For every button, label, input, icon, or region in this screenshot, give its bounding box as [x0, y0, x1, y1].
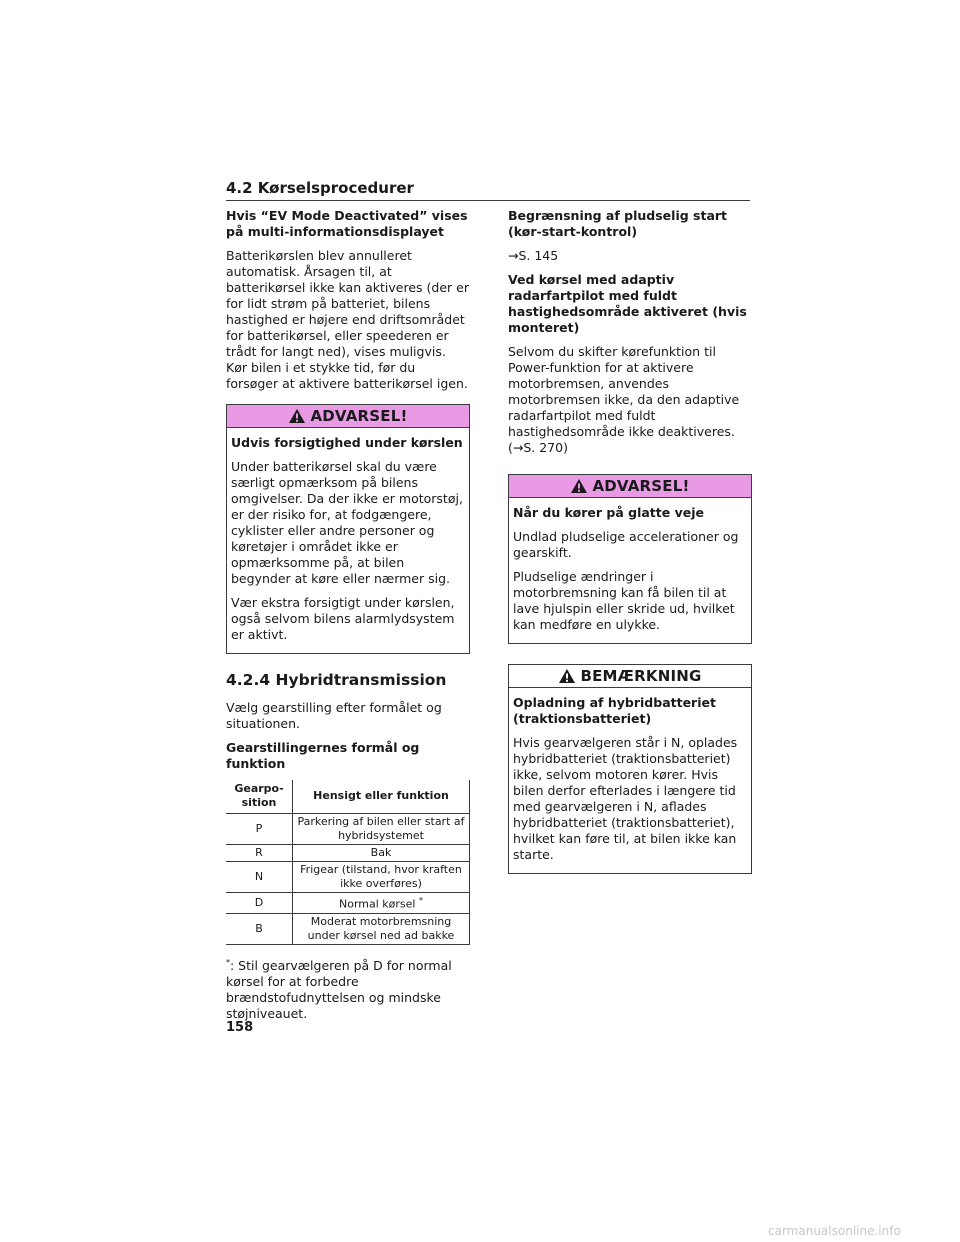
ev-mode-text: Batterikørslen blev annulleret automatisk. Årsagen til, at batterikørsel ikke kan aktiveres (der er for lidt strøm på batteriet, bilens hastighed er højere end driftsområdet for batterikørsel, eller speederen er trådt for langt ned), vises muligvis. Kør bilen i et stykke tid, før du forsøger at aktivere batterikørsel igen.	[226, 248, 469, 391]
function-cell: Frigear (tilstand, hvor kraften ikke overføres)	[293, 862, 470, 893]
warning-triangle-icon	[570, 478, 588, 494]
warning-text-2a: Undlad pludselige accelerationer og gearskift.	[513, 529, 739, 560]
gear-cell: R	[226, 845, 293, 862]
warning-text-2b: Pludselige ændringer i motorbremsning kan få bilen til at lave hjulspin eller skride ud, hvilket kan medføre en ulykke.	[513, 569, 735, 632]
table-row	[226, 893, 470, 914]
warning-body-2	[509, 498, 751, 643]
table-row	[226, 913, 470, 944]
table-row	[226, 862, 470, 893]
watermark-text: carmanualsonline.info	[768, 1224, 901, 1238]
left-column	[226, 208, 470, 1022]
function-col-header: Hensigt eller funktion	[293, 780, 470, 814]
gear-table-header-row	[226, 780, 470, 814]
note-text: Hvis gearvælgeren står i N, oplades hybridbatteriet (traktionsbatteriet) ikke, selvom motoren kører. Hvis bilen derfor efterlades i længere tid med gearvælgeren i N, aflades hybridbatteriet (traktionsbatteriet), hvilket kan føre til, at bilen ikke kan starte.	[513, 735, 738, 862]
gear-cell: D	[226, 893, 293, 914]
ev-mode-title: Hvis “EV Mode Deactivated” vises på multi-informationsdisplayet	[226, 208, 468, 239]
function-text: Normal kørsel	[339, 897, 416, 911]
asterisk-mark: *	[418, 896, 423, 905]
gear-table-title: Gearstillingernes formål og funktion	[226, 740, 420, 771]
gear-cell: N	[226, 862, 293, 893]
hybrid-transmission-heading: 4.2.4 Hybridtransmission	[226, 671, 447, 689]
note-title: Opladning af hybridbatteriet (traktionsbatteriet)	[513, 695, 716, 726]
function-cell: Moderat motorbremsning under kørsel ned ad bakke	[293, 913, 470, 944]
warning-body-1	[227, 428, 469, 653]
table-row	[226, 845, 470, 862]
page-number: 158	[226, 1020, 254, 1035]
warning-text-1b: Vær ekstra forsigtigt under kørslen, også selvom bilens alarmlydsystem er aktivt.	[231, 595, 455, 642]
start-control-ref: →S. 145	[508, 248, 559, 263]
radar-cruise-text: Selvom du skifter kørefunktion til Power-funktion for at aktivere motorbremsen, anvendes motorbremsen ikke, da den adaptive radarfartpilot med fuldt hastighedsområde ikke deaktiveres. (→S. 270)	[508, 344, 740, 455]
note-body	[509, 688, 751, 873]
footnote-mark: *	[226, 957, 230, 967]
start-control-title: Begrænsning af pludselig start (kør-start-kontrol)	[508, 208, 728, 239]
warning-box-2	[508, 474, 752, 644]
gear-cell: B	[226, 913, 293, 944]
warning-title-1: Udvis forsigtighed under kørslen	[231, 435, 463, 450]
warning-label-1: ADVARSEL!	[310, 407, 408, 425]
warning-triangle-icon	[288, 408, 306, 424]
warning-text-1a: Under batterikørsel skal du være særligt opmærksom på bilens omgivelser. Da der ikke er motorstøj, er der risiko for, at fodgængere, cyklister eller andre personer og køretøjer i området ikke er opmærksomme på, at bilen begynder at køre eller nærmer sig.	[231, 459, 463, 586]
warning-title-2: Når du kører på glatte veje	[513, 505, 704, 520]
gear-cell: P	[226, 814, 293, 845]
warning-header-1	[227, 405, 469, 428]
function-cell: Bak	[293, 845, 470, 862]
function-cell: Parkering af bilen eller start af hybridsystemet	[293, 814, 470, 845]
caution-triangle-icon	[558, 668, 576, 684]
warning-header-2	[509, 475, 751, 498]
warning-label-2: ADVARSEL!	[592, 477, 690, 495]
hybrid-transmission-text: Vælg gearstilling efter formålet og situationen.	[226, 700, 442, 731]
table-footnote	[226, 955, 470, 1022]
section-header: 4.2 Kørselsprocedurer	[226, 178, 750, 201]
note-label: BEMÆRKNING	[580, 667, 702, 685]
function-cell	[293, 893, 470, 914]
radar-cruise-title: Ved kørsel med adaptiv radarfartpilot med fuldt hastighedsområde aktiveret (hvis monteret)	[508, 272, 747, 335]
note-box	[508, 664, 752, 874]
note-header	[509, 665, 751, 688]
gear-col-header: Gearpo-sition	[226, 780, 293, 814]
right-column	[508, 208, 752, 884]
table-row	[226, 814, 470, 845]
warning-box-1	[226, 404, 470, 654]
footnote-text: : Stil gearvælgeren på D for normal kørsel for at forbedre brændstofudnyttelsen og mindske støjniveauet.	[226, 957, 452, 1021]
gear-table	[226, 780, 470, 945]
